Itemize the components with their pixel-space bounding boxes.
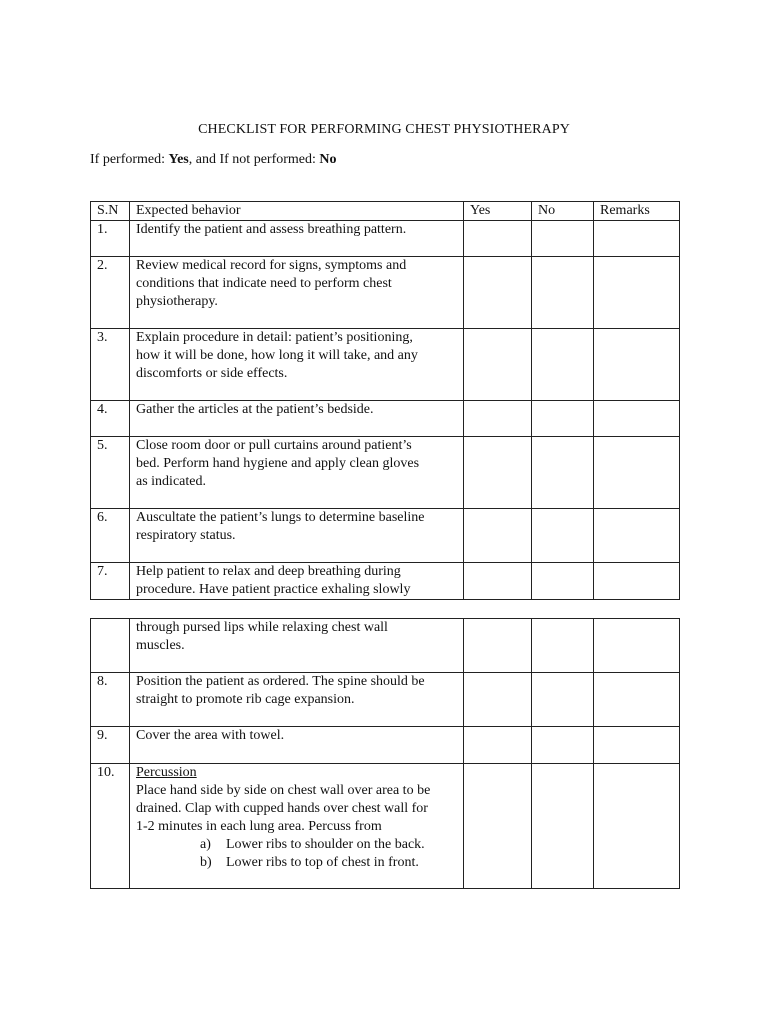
no-cell xyxy=(532,221,594,257)
remarks-cell xyxy=(594,329,680,401)
remarks-cell xyxy=(594,257,680,329)
sub-item-label: a) xyxy=(200,837,211,852)
remarks-cell xyxy=(594,673,680,727)
table-row xyxy=(91,329,680,401)
behavior-line: how it will be done, how long it will take, and any xyxy=(136,348,418,363)
behavior-line: Auscultate the patient’s lungs to determine baseline xyxy=(136,510,425,525)
no-cell xyxy=(532,563,594,600)
table-row xyxy=(91,764,680,889)
yes-cell xyxy=(464,764,532,889)
row-number: 6. xyxy=(91,509,130,563)
checklist-table-part-1 xyxy=(90,201,680,600)
remarks-cell xyxy=(594,727,680,764)
row-number: 1. xyxy=(91,221,130,257)
remarks-cell xyxy=(594,563,680,600)
behavior-line: as indicated. xyxy=(136,474,206,489)
row-number: 4. xyxy=(91,401,130,437)
yes-cell xyxy=(464,329,532,401)
remarks-cell xyxy=(594,619,680,673)
behavior-cell xyxy=(130,764,464,889)
instruction-no: No xyxy=(319,152,337,167)
yes-cell xyxy=(464,509,532,563)
no-cell xyxy=(532,727,594,764)
no-cell xyxy=(532,764,594,889)
table-row xyxy=(91,619,680,673)
behavior-line: discomforts or side effects. xyxy=(136,366,288,381)
table-row xyxy=(91,257,680,329)
sub-item-text: Lower ribs to top of chest in front. xyxy=(226,855,419,870)
remarks-cell xyxy=(594,401,680,437)
yes-cell xyxy=(464,563,532,600)
no-cell xyxy=(532,509,594,563)
row-number: 7. xyxy=(91,563,130,600)
sub-item-label: b) xyxy=(200,855,212,870)
sub-item xyxy=(136,854,457,872)
row-number: 2. xyxy=(91,257,130,329)
remarks-cell xyxy=(594,221,680,257)
behavior-cell xyxy=(130,563,464,600)
yes-cell xyxy=(464,257,532,329)
behavior-cell xyxy=(130,437,464,509)
behavior-cell xyxy=(130,509,464,563)
behavior-line: Close room door or pull curtains around patient’s xyxy=(136,438,412,453)
header-cell: Remarks xyxy=(594,202,680,221)
behavior-line: 1-2 minutes in each lung area. Percuss from xyxy=(136,819,382,834)
yes-cell xyxy=(464,401,532,437)
remarks-cell xyxy=(594,764,680,889)
table-row xyxy=(91,221,680,257)
remarks-cell xyxy=(594,437,680,509)
behavior-line: Position the patient as ordered. The spine should be xyxy=(136,674,425,689)
row-number: 9. xyxy=(91,727,130,764)
behavior-cell xyxy=(130,673,464,727)
behavior-cell xyxy=(130,727,464,764)
header-cell: No xyxy=(532,202,594,221)
behavior-line: conditions that indicate need to perform chest xyxy=(136,276,392,291)
table-row xyxy=(91,509,680,563)
sub-item-text: Lower ribs to shoulder on the back. xyxy=(226,837,425,852)
table-row xyxy=(91,401,680,437)
no-cell xyxy=(532,257,594,329)
behavior-line: Cover the area with towel. xyxy=(136,728,285,743)
header-cell: S.N xyxy=(91,202,130,221)
yes-cell xyxy=(464,221,532,257)
behavior-cell xyxy=(130,329,464,401)
table-row xyxy=(91,563,680,600)
row-number: 8. xyxy=(91,673,130,727)
behavior-line: through pursed lips while relaxing chest wall xyxy=(136,620,388,635)
yes-cell xyxy=(464,727,532,764)
behavior-line: bed. Perform hand hygiene and apply clean gloves xyxy=(136,456,420,471)
row-number: 10. xyxy=(91,764,130,889)
header-cell: Expected behavior xyxy=(130,202,464,221)
checklist-table-part-2 xyxy=(90,618,680,889)
no-cell xyxy=(532,673,594,727)
sub-item xyxy=(136,836,457,854)
page-title: CHECKLIST FOR PERFORMING CHEST PHYSIOTHERAPY xyxy=(198,122,570,137)
table-row xyxy=(91,437,680,509)
behavior-line: muscles. xyxy=(136,638,185,653)
behavior-line: Explain procedure in detail: patient’s positioning, xyxy=(136,330,413,345)
behavior-line: Identify the patient and assess breathing pattern. xyxy=(136,222,407,237)
table-header-row xyxy=(91,202,680,221)
behavior-cell xyxy=(130,221,464,257)
instruction-yes: Yes xyxy=(168,152,189,167)
yes-cell xyxy=(464,619,532,673)
behavior-cell xyxy=(130,401,464,437)
behavior-line: physiotherapy. xyxy=(136,294,218,309)
instruction-prefix: If performed: xyxy=(90,152,169,167)
table-row xyxy=(91,673,680,727)
behavior-line: Place hand side by side on chest wall over area to be xyxy=(136,783,431,798)
row-number: 3. xyxy=(91,329,130,401)
instruction-line xyxy=(90,152,337,168)
behavior-heading: Percussion xyxy=(136,765,197,780)
behavior-line: Gather the articles at the patient’s bedside. xyxy=(136,402,374,417)
no-cell xyxy=(532,619,594,673)
row-number: 5. xyxy=(91,437,130,509)
behavior-line: straight to promote rib cage expansion. xyxy=(136,692,355,707)
behavior-line: drained. Clap with cupped hands over chest wall for xyxy=(136,801,428,816)
table-row xyxy=(91,727,680,764)
behavior-line: respiratory status. xyxy=(136,528,236,543)
yes-cell xyxy=(464,673,532,727)
behavior-line: Help patient to relax and deep breathing during xyxy=(136,564,401,579)
yes-cell xyxy=(464,437,532,509)
row-number xyxy=(91,619,130,673)
behavior-line: procedure. Have patient practice exhaling slowly xyxy=(136,582,411,597)
no-cell xyxy=(532,329,594,401)
remarks-cell xyxy=(594,509,680,563)
behavior-line: Review medical record for signs, symptoms and xyxy=(136,258,407,273)
behavior-cell xyxy=(130,619,464,673)
instruction-middle: , and If not performed: xyxy=(188,152,320,167)
behavior-cell xyxy=(130,257,464,329)
header-cell: Yes xyxy=(464,202,532,221)
no-cell xyxy=(532,401,594,437)
no-cell xyxy=(532,437,594,509)
